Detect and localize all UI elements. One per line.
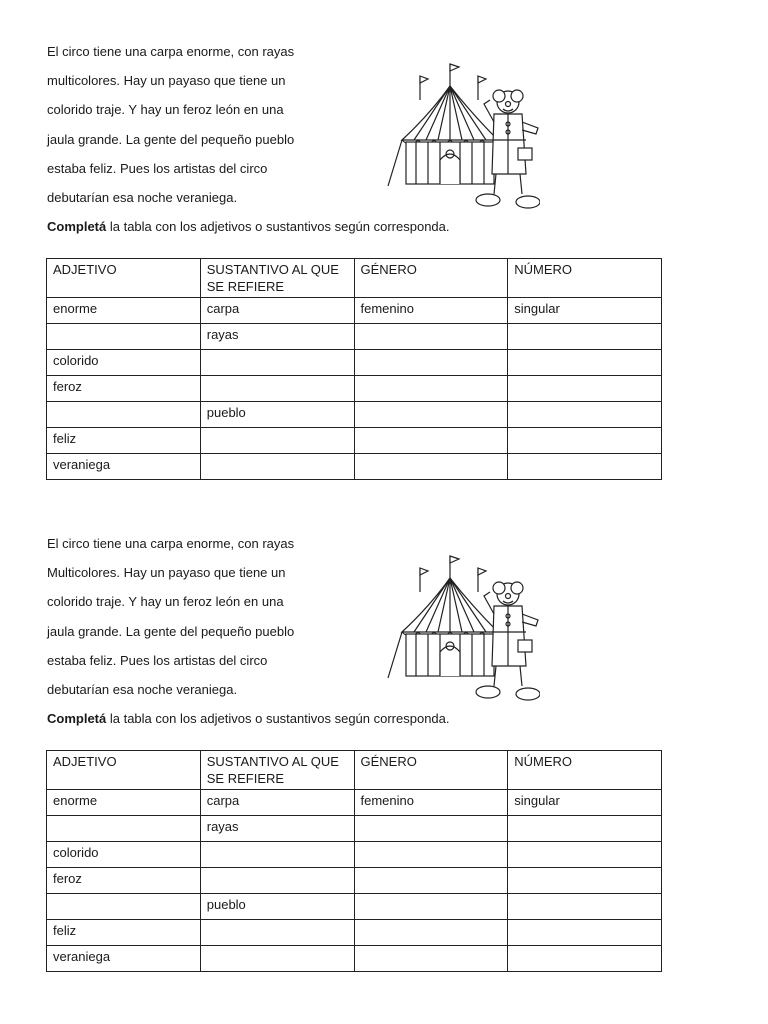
table-cell[interactable] <box>47 324 201 350</box>
table-cell[interactable] <box>508 842 662 868</box>
table-cell[interactable]: rayas <box>200 816 354 842</box>
header-adjetivo: ADJETIVO <box>47 751 201 790</box>
header-numero: NÚMERO <box>508 751 662 790</box>
table-cell[interactable]: colorido <box>47 842 201 868</box>
header-genero: GÉNERO <box>354 751 508 790</box>
table-cell[interactable] <box>508 376 662 402</box>
table-cell[interactable] <box>508 454 662 480</box>
header-genero: GÉNERO <box>354 259 508 298</box>
table-cell[interactable] <box>200 454 354 480</box>
header-sustantivo: SUSTANTIVO AL QUE SE REFIERE <box>200 259 354 298</box>
paragraph-line: colorido traje. Y hay un feroz león en una <box>47 102 284 118</box>
table-cell[interactable] <box>354 454 508 480</box>
table-cell[interactable]: femenino <box>354 790 508 816</box>
table-cell[interactable]: enorme <box>47 298 201 324</box>
table-row <box>47 402 662 428</box>
instruction-bold: Completá <box>47 219 107 234</box>
circus-tent-and-clown-icon <box>380 44 540 216</box>
table-cell[interactable] <box>354 816 508 842</box>
instruction-text: la tabla con los adjetivos o sustantivos según corresponda. <box>106 219 450 234</box>
table-cell[interactable]: singular <box>508 298 662 324</box>
table-header-row <box>47 751 662 790</box>
paragraph-line: debutarían esa noche veraniega. <box>47 681 238 697</box>
table-cell[interactable]: singular <box>508 790 662 816</box>
table-cell[interactable] <box>508 428 662 454</box>
story-paragraph <box>47 42 377 217</box>
table-cell[interactable] <box>354 428 508 454</box>
table-cell[interactable] <box>354 894 508 920</box>
table-cell[interactable]: pueblo <box>200 402 354 428</box>
table-row <box>47 428 662 454</box>
header-adjetivo: ADJETIVO <box>47 259 201 298</box>
header-sustantivo: SUSTANTIVO AL QUE SE REFIERE <box>200 751 354 790</box>
table-cell[interactable] <box>354 920 508 946</box>
instruction-text: la tabla con los adjetivos o sustantivos según corresponda. <box>106 711 450 726</box>
table-header-row <box>47 259 662 298</box>
table-row <box>47 868 662 894</box>
table-cell[interactable] <box>354 376 508 402</box>
paragraph-line: estaba feliz. Pues los artistas del circo <box>47 652 268 668</box>
table-cell[interactable] <box>200 868 354 894</box>
table-cell[interactable] <box>200 428 354 454</box>
paragraph-line: multicolores. Hay un payaso que tiene un <box>47 73 286 89</box>
table-cell[interactable] <box>200 946 354 972</box>
table-cell[interactable] <box>200 376 354 402</box>
table-cell[interactable]: carpa <box>200 298 354 324</box>
worksheet-table <box>46 750 662 972</box>
instruction-bold: Completá <box>47 711 107 726</box>
table-cell[interactable] <box>508 894 662 920</box>
paragraph-line: jaula grande. La gente del pequeño pueblo <box>47 623 295 639</box>
table-cell[interactable]: enorme <box>47 790 201 816</box>
table-cell[interactable] <box>508 350 662 376</box>
table-cell[interactable] <box>354 868 508 894</box>
table-cell[interactable] <box>354 402 508 428</box>
table-row <box>47 324 662 350</box>
table-cell[interactable] <box>508 324 662 350</box>
paragraph-line: debutarían esa noche veraniega. <box>47 189 238 205</box>
table-cell[interactable]: feroz <box>47 868 201 894</box>
table-cell[interactable] <box>354 324 508 350</box>
table-cell[interactable] <box>508 920 662 946</box>
table-cell[interactable] <box>354 946 508 972</box>
table-cell[interactable] <box>200 842 354 868</box>
table-cell[interactable] <box>508 946 662 972</box>
table-cell[interactable]: carpa <box>200 790 354 816</box>
table-cell[interactable]: feliz <box>47 920 201 946</box>
header-numero: NÚMERO <box>508 259 662 298</box>
table-row <box>47 376 662 402</box>
table-cell[interactable] <box>47 894 201 920</box>
table-cell[interactable] <box>508 868 662 894</box>
table-row <box>47 454 662 480</box>
table-row <box>47 298 662 324</box>
table-row <box>47 920 662 946</box>
table-cell[interactable] <box>47 816 201 842</box>
worksheet-table <box>46 258 662 480</box>
table-cell[interactable] <box>508 402 662 428</box>
table-cell[interactable]: colorido <box>47 350 201 376</box>
table-row <box>47 350 662 376</box>
table-cell[interactable] <box>47 402 201 428</box>
instruction <box>47 710 450 728</box>
table-row <box>47 894 662 920</box>
story-paragraph <box>47 534 377 709</box>
paragraph-line: jaula grande. La gente del pequeño pueblo <box>47 131 295 147</box>
table-row <box>47 790 662 816</box>
paragraph-line: El circo tiene una carpa enorme, con rayas <box>47 536 295 551</box>
paragraph-line: colorido traje. Y hay un feroz león en una <box>47 594 284 610</box>
paragraph-line: El circo tiene una carpa enorme, con rayas <box>47 44 295 59</box>
table-cell[interactable] <box>508 816 662 842</box>
paragraph-line: Multicolores. Hay un payaso que tiene un <box>47 565 286 581</box>
paragraph-line: estaba feliz. Pues los artistas del circo <box>47 160 268 176</box>
table-cell[interactable] <box>354 350 508 376</box>
table-cell[interactable]: femenino <box>354 298 508 324</box>
table-cell[interactable]: feliz <box>47 428 201 454</box>
table-row <box>47 842 662 868</box>
table-cell[interactable] <box>200 920 354 946</box>
table-row <box>47 946 662 972</box>
circus-tent-and-clown-icon <box>380 536 540 708</box>
table-cell[interactable] <box>354 842 508 868</box>
table-cell[interactable] <box>200 350 354 376</box>
table-cell[interactable]: veraniega <box>47 946 201 972</box>
table-row <box>47 816 662 842</box>
table-cell[interactable]: veraniega <box>47 454 201 480</box>
instruction <box>47 218 450 236</box>
table-cell[interactable]: feroz <box>47 376 201 402</box>
table-cell[interactable]: pueblo <box>200 894 354 920</box>
table-cell[interactable]: rayas <box>200 324 354 350</box>
